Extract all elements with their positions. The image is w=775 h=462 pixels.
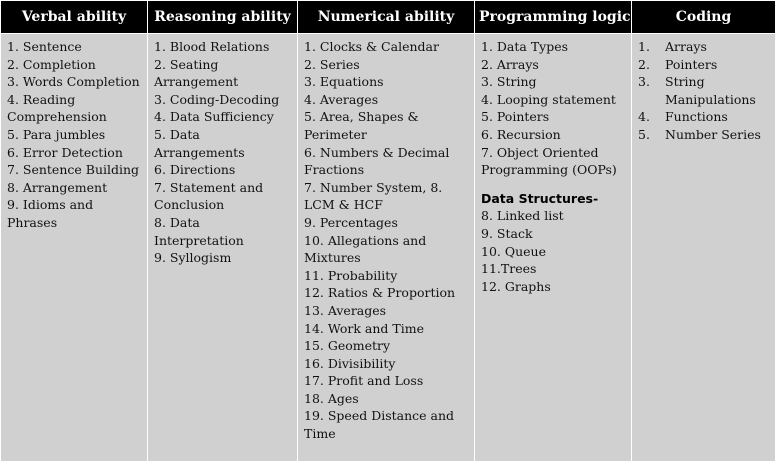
coding-column: [632, 34, 775, 462]
list-item: 18. Ages: [304, 390, 359, 406]
reasoning-ability-column: [148, 34, 298, 462]
list-item: [638, 126, 771, 144]
list-item: 11. Probability: [304, 267, 398, 283]
list-item: [638, 73, 771, 108]
list-item: 6. Recursion: [481, 126, 561, 142]
list-item: 9. Stack: [481, 225, 533, 241]
list-item: 10. Allegations and Mixtures: [304, 232, 427, 266]
list-item: 14. Work and Time: [304, 320, 424, 336]
item-label: Arrays: [665, 39, 707, 54]
list-item: 7. Number System, 8. LCM & HCF: [304, 179, 443, 213]
list-item: 8. Linked list: [481, 208, 564, 224]
list-item: 7. Sentence Building: [7, 162, 140, 178]
list-item: 5. Para jumbles: [7, 126, 106, 142]
list-item: 5. Pointers: [481, 109, 550, 125]
list-item: [638, 56, 771, 74]
header-reasoning-ability: Reasoning ability: [148, 1, 298, 34]
verbal-ability-column: [1, 34, 148, 462]
item-number: 2.: [638, 56, 650, 72]
list-item: 17. Profit and Loss: [304, 373, 424, 389]
list-item: 3. Equations: [304, 74, 384, 90]
list-item: 2. Completion: [7, 56, 96, 72]
list-item: 6. Directions: [154, 162, 236, 178]
list-item: 8. Arrangement: [7, 179, 108, 195]
programming-logic-column: [475, 34, 632, 462]
item-label: Functions: [665, 109, 728, 125]
item-label: Pointers: [665, 56, 718, 72]
list-item: 4. Looping statement: [481, 91, 616, 107]
list-item: 5. Data Arrangements: [154, 126, 245, 160]
list-item: 1. Data Types: [481, 39, 569, 54]
list-item: [638, 38, 771, 56]
list-item: 10. Queue: [481, 243, 546, 259]
item-number: 3.: [638, 74, 650, 90]
list-item: 1. Clocks & Calendar: [304, 39, 439, 54]
list-item: 11.Trees: [481, 261, 537, 277]
list-item: 9. Idioms and Phrases: [7, 197, 94, 230]
item-number: 4.: [638, 109, 650, 125]
list-item: 2. Series: [304, 56, 360, 72]
list-item: 4. Reading Comprehension: [7, 91, 107, 125]
list-item: 7. Object Oriented Programming (OOPs): [481, 144, 617, 178]
header-programming-logic: Programming logic: [475, 1, 632, 34]
header-numerical-ability: Numerical ability: [298, 1, 475, 34]
item-label: Number Series: [665, 126, 761, 142]
list-item: 3. Coding-Decoding: [154, 91, 280, 107]
content-row: [1, 34, 775, 462]
list-item: 15. Geometry: [304, 338, 391, 354]
list-item: 5. Area, Shapes & Perimeter: [304, 109, 419, 142]
list-item: 2. Arrays: [481, 56, 539, 72]
list-item: 12. Graphs: [481, 278, 551, 294]
list-item: 7. Statement and Conclusion: [154, 179, 264, 213]
header-verbal-ability: Verbal ability: [1, 1, 148, 34]
header-row: [1, 1, 775, 34]
item-number: 5.: [638, 126, 650, 142]
list-item: 4. Data Sufficiency: [154, 109, 274, 125]
list-item: 6. Numbers & Decimal Fractions: [304, 144, 450, 178]
numerical-ability-column: [298, 34, 475, 462]
data-structures-heading: Data Structures-: [481, 190, 599, 206]
list-item: 13. Averages: [304, 302, 387, 318]
list-item: 9. Syllogism: [154, 250, 232, 266]
list-item: 8. Data Interpretation: [154, 214, 244, 248]
list-item: 3. Words Completion: [7, 74, 140, 90]
item-number: 1.: [638, 39, 650, 54]
list-item: 9. Percentages: [304, 214, 398, 230]
list-item: [638, 108, 771, 126]
list-item: 19. Speed Distance and Time: [304, 408, 455, 442]
list-item: 2. Seating Arrangement: [154, 56, 239, 90]
list-item: 12. Ratios & Proportion: [304, 285, 456, 301]
list-item: 3. String: [481, 74, 537, 90]
list-item: 1. Blood Relations: [154, 39, 270, 54]
list-item: 4. Averages: [304, 91, 379, 107]
list-item: 6. Error Detection: [7, 144, 123, 160]
list-item: 16. Divisibility: [304, 355, 396, 371]
header-coding: Coding: [632, 1, 775, 34]
item-label: String Manipulations: [665, 74, 756, 107]
list-item: 1. Sentence: [7, 39, 82, 54]
